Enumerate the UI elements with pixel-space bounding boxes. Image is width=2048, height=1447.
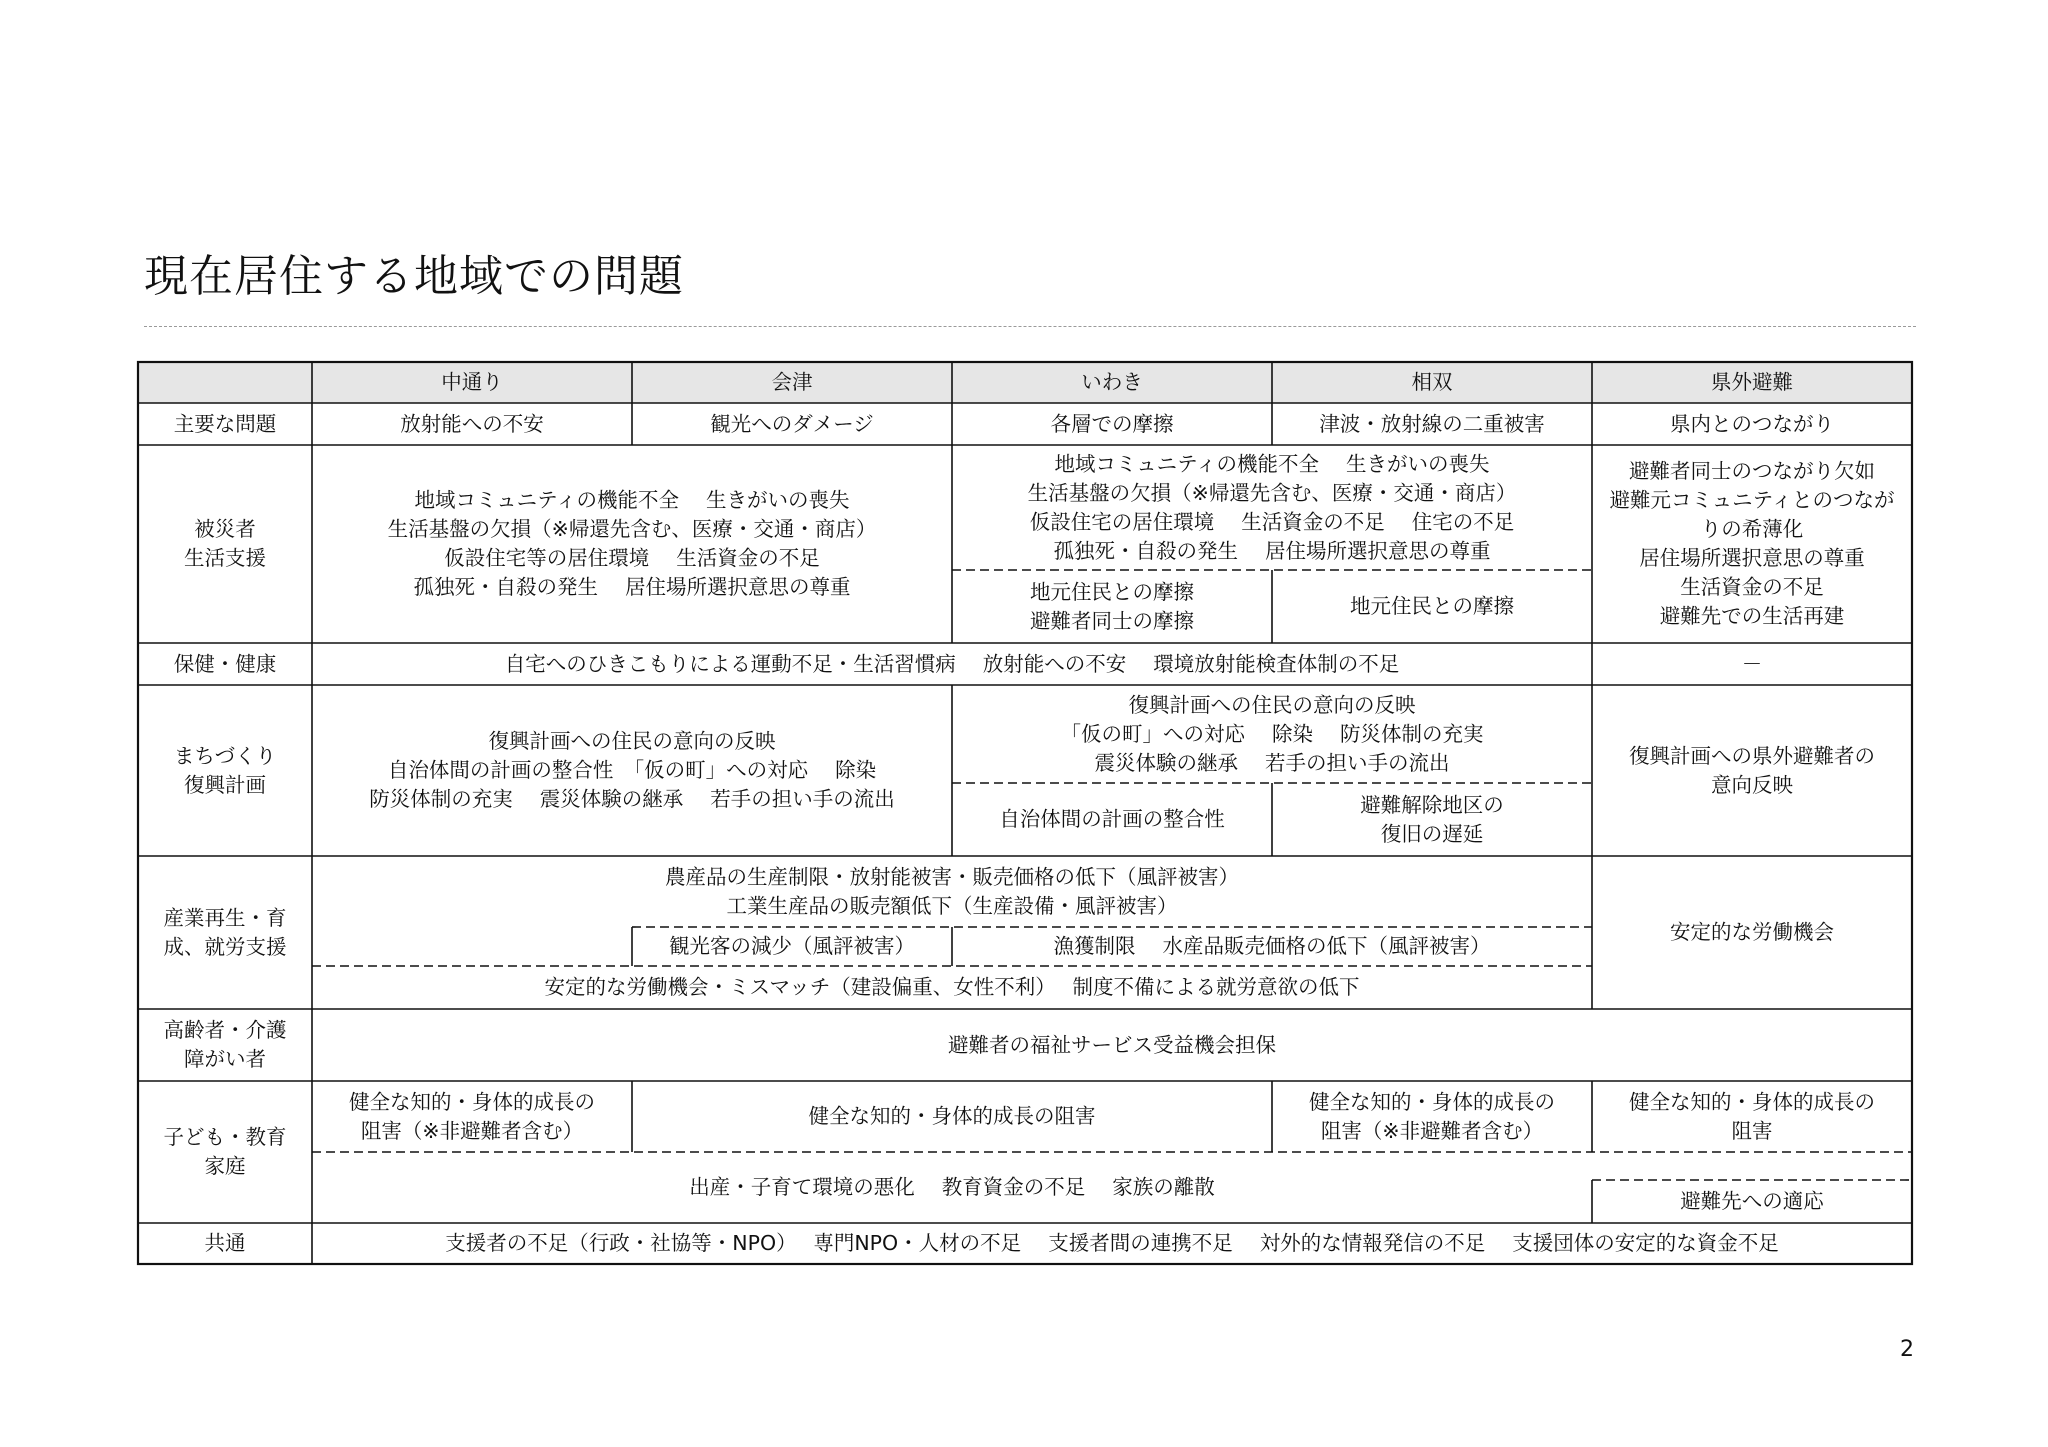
kodomo-kengai-adaptation: 避難先への適応 — [1680, 1189, 1824, 1213]
sangyo-kengai: 安定的な労働機会 — [1670, 920, 1834, 944]
row-label-hisai: 被災者 生活支援 — [184, 517, 266, 570]
hisai-kengai: 避難者同士のつながり欠如 避難元コミュニティとのつなが りの希薄化 居住場所選択意思の尊重 生活資金の不足 避難先での生活再建 — [1609, 459, 1895, 628]
header-kengai: 県外避難 — [1711, 370, 1793, 394]
row-label-machi: まちづくり 復興計画 — [173, 743, 277, 797]
kodomo-nakadori: 健全な知的・身体的成長の 阻害（※非避難者含む） — [349, 1089, 595, 1143]
hisai-nakadori-aizu: 地域コミュニティの機能不全 生きがいの喪失 生活基盤の欠損（※帰還先含む、医療・交通・商店） 仮設住宅等の居住環境 生活資金の不足 孤独死・自殺の発生 居住場所選択意思の尊重 — [387, 488, 877, 599]
row-label-main: 主要な問題 — [173, 411, 277, 436]
hisai-soso-friction: 地元住民との摩擦 — [1350, 594, 1514, 618]
korei-main: 避難者の福祉サービス受益機会担保 — [948, 1032, 1276, 1057]
sangyo-top: 農産品の生産制限・放射能被害・販売価格の低下（風評被害） 工業生産品の販売額低下（生産設備・風評被害） — [665, 864, 1239, 918]
header-nakadori: 中通り — [441, 370, 503, 394]
row-label-hoken: 保健・健康 — [173, 651, 277, 676]
main-nakadori: 放射能への不安 — [400, 411, 544, 436]
main-iwaki: 各層での摩擦 — [1050, 411, 1174, 436]
main-soso: 津波・放射線の二重被害 — [1319, 411, 1545, 436]
header-soso: 相双 — [1411, 370, 1453, 394]
kodomo-soso: 健全な知的・身体的成長の 阻害（※非避難者含む） — [1309, 1089, 1555, 1143]
machi-kengai: 復興計画への県外避難者の 意向反映 — [1629, 743, 1875, 797]
hoken-kengai: － — [1741, 651, 1763, 676]
row-label-korei: 高齢者・介護 障がい者 — [163, 1018, 287, 1071]
hisai-iwaki-soso: 地域コミュニティの機能不全 生きがいの喪失 生活基盤の欠損（※帰還先含む、医療・交通・商店） 仮設住宅の居住環境 生活資金の不足 住宅の不足 孤独死・自殺の発生 居住場所選択意思の尊重 — [1027, 451, 1517, 563]
hoken-main: 自宅へのひきこもりによる運動不足・生活習慣病 放射能への不安 環境放射能検査体制の不足 — [504, 651, 1400, 676]
main-aizu: 観光へのダメージ — [710, 411, 874, 436]
sangyo-fishery: 漁獲制限 水産品販売価格の低下（風評被害） — [1053, 934, 1491, 958]
main-kengai: 県内とのつながり — [1670, 411, 1834, 436]
row-label-sangyo: 産業再生・育 成、就労支援 — [163, 905, 287, 959]
header-iwaki: いわき — [1081, 370, 1143, 394]
row-label-kodomo: 子ども・教育 家庭 — [163, 1125, 287, 1178]
kyotsu-main: 支援者の不足（行政・社協等・NPO） 専門NPO・人材の不足 支援者間の連携不足 対外的な情報発信の不足 支援団体の安定的な資金不足 — [445, 1231, 1779, 1255]
page-title: 現在居住する地域での問題 — [144, 251, 684, 302]
kodomo-kengai: 健全な知的・身体的成長の 阻害 — [1629, 1089, 1875, 1143]
row-label-kyotsu: 共通 — [204, 1231, 246, 1255]
kodomo-aizu-iwaki: 健全な知的・身体的成長の阻害 — [808, 1104, 1096, 1128]
page-number: 2 — [1900, 1337, 1914, 1362]
machi-iwaki-soso: 復興計画への住民の意向の反映 「仮の町」への対応 除染 防災体制の充実 震災体験の継承 若手の担い手の流出 — [1060, 692, 1484, 775]
sangyo-bottom: 安定的な労働機会・ミスマッチ（建設偏重、女性不利） 制度不備による就労意欲の低下 — [544, 975, 1360, 999]
machi-soso-delay: 避難解除地区の 復旧の遅延 — [1360, 792, 1504, 846]
kodomo-bottom: 出産・子育て環境の悪化 教育資金の不足 家族の離散 — [689, 1175, 1215, 1199]
hisai-iwaki-friction: 地元住民との摩擦 避難者同士の摩擦 — [1030, 579, 1194, 633]
machi-iwaki-consistency: 自治体間の計画の整合性 — [999, 807, 1225, 831]
header-aizu: 会津 — [771, 370, 813, 394]
machi-nakadori-aizu: 復興計画への住民の意向の反映 自治体間の計画の整合性 「仮の町」への対応 除染 防災体制の充実 震災体験の継承 若手の担い手の流出 — [369, 729, 895, 811]
sangyo-aizu-tourism: 観光客の減少（風評被害） — [669, 934, 915, 958]
